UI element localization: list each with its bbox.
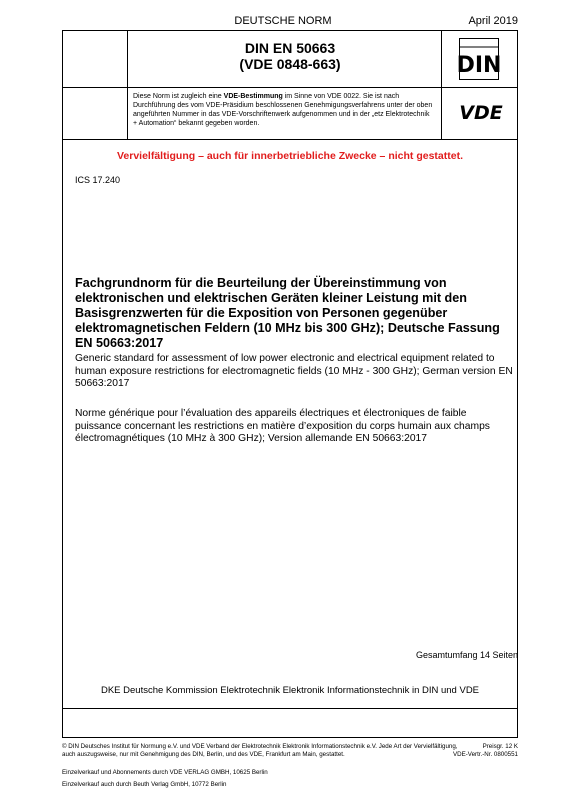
sales-info: Einzelverkauf auch durch Beuth Verlag GmbH, 10772 Berlin [62, 781, 227, 788]
vde-logo-text: VDE [459, 102, 503, 124]
title-french: Norme générique pour l’évaluation des appareils électriques et électroniques de faible puissance concernant les restrictions en matière d’exposition du corps humain aux champs électromagnétiques (10 MHz à 300 GHz); Version allemande EN 50663:2017 [75, 408, 490, 444]
price-group: Preisgr. 12 K [482, 743, 518, 750]
notice-bold: VDE-Bestimmung [223, 93, 283, 100]
notice-text: im Sinne von VDE 0022. Sie ist nach Durchführung des vom VDE-Präsidium beschlossenen Genehmigungsverfahrens unter der oben angeführten Nummer in das VDE-Vorschriftenwerk aufgenommen und in der „etz Elektrotechnik + Automation“ bekannt gegeben worden. [133, 93, 433, 127]
header-label: DEUTSCHE NORM [234, 15, 332, 27]
vde-logo [450, 102, 512, 124]
standard-number: DIN EN 50663 [244, 40, 336, 56]
notice-text: Diese Norm ist zugleich eine [133, 93, 224, 100]
dke-line: DKE Deutsche Kommission Elektrotechnik Elektronik Informationstechnik in DIN und VDE [100, 685, 480, 696]
reproduction-notice: Vervielfältigung – auch für innerbetriebliche Zwecke – nicht gestattet. [116, 150, 463, 162]
sales-info: Einzelverkauf und Abonnements durch VDE VERLAG GMBH, 10625 Berlin [62, 769, 268, 776]
divider [127, 30, 128, 139]
title-german: Fachgrundnorm für die Beurteilung der Übereinstimmung von elektronischen und elektrischen Geräten kleiner Leistung mit den Basisgrenzwerten für die Exposition von Personen gegenüber elektromagnetischen Feldern (10 MHz bis 300 GHz); Deutsche Fassung EN 50663:2017 [75, 276, 500, 350]
copyright-notice: © DIN Deutsches Institut für Normung e.V. und VDE Verband der Elektrotechnik Elektronik Informationstechnik e.V. Jede Art der Vervielfältigung, auch auszugsweise, nur mit Genehmigung des DIN, Berlin, und des VDE, Frankfurt am Main, gestattet. [62, 743, 458, 758]
divider [62, 708, 518, 709]
vde-vertr-number: VDE-Vertr.-Nr. 0800551 [453, 751, 518, 758]
title-english: Generic standard for assessment of low power electronic and electrical equipment related to human exposure restrictions for electromagnetic fields (10 MHz - 300 GHz); German version EN 50663:2017 [75, 353, 513, 389]
divider [62, 87, 518, 88]
din-logo-text: DIN [456, 53, 502, 78]
ics-code: ICS 17.240 [75, 175, 121, 185]
header-date: April 2019 [468, 15, 518, 27]
din-logo [456, 38, 502, 80]
divider [62, 139, 518, 140]
price-info [453, 743, 518, 759]
vde-notice [133, 92, 433, 128]
vde-number: (VDE 0848-663) [239, 56, 341, 72]
total-pages: Gesamtumfang 14 Seiten [415, 650, 518, 660]
